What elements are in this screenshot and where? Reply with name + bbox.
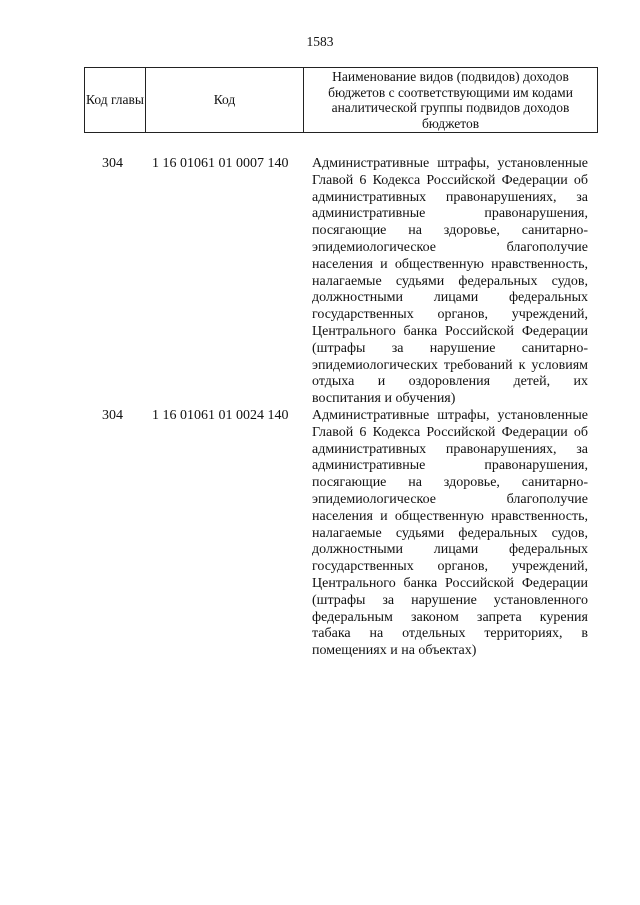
budget-classification-code: 1 16 01061 01 0024 140 [152,408,289,423]
description-line: Главой 6 Кодекса Российской Федерации об [312,424,588,440]
description-line: должностными лицами федеральных [312,290,588,306]
description-line: эпидемиологических требований к условиям [312,357,588,373]
description-line: административные правонарушения, [312,206,588,222]
description-line: налагаемые судьями федеральных судов, [312,525,588,541]
table-header [84,67,598,133]
description-line: табака на отдельных территориях, в [312,626,588,642]
description-line: посягающие на здоровье, санитарно- [312,223,588,239]
chapter-code: 304 [102,156,123,171]
page-number: 1583 [306,34,334,49]
description-line: эпидемиологическое благополучие [312,491,588,507]
description-line: (штрафы за нарушение санитарно- [312,340,588,356]
description-line: воспитания и обучения) [312,391,456,407]
description-line: государственных органов, учреждений, [312,307,588,323]
description-line: эпидемиологическое благополучие [312,239,588,255]
description-line: административных правонарушениях, за [312,189,588,205]
description-line: посягающие на здоровье, санитарно- [312,475,588,491]
header-chapter-code: Код главы [86,92,144,108]
description-line: Центрального банка Российской Федерации [312,323,588,339]
description-line: Административные штрафы, установленные [312,156,588,171]
income-description [312,156,588,408]
description-line: Центрального банка Российской Федерации [312,575,588,591]
description-line: населения и общественную нравственность, [312,256,588,272]
description-line: Административные штрафы, установленные [312,408,588,423]
header-income-name: Наименование видов (подвидов) доходов бюджетов с соответствующими им кодами аналитической группы подвидов доходов бюджетов [303,68,597,132]
description-line: населения и общественную нравственность, [312,508,588,524]
description-line: административные правонарушения, [312,458,588,474]
description-line: налагаемые судьями федеральных судов, [312,273,588,289]
description-line: административных правонарушениях, за [312,441,588,457]
description-line: государственных органов, учреждений, [312,559,588,575]
description-line: федеральным законом запрета курения [312,609,588,625]
description-line: должностными лицами федеральных [312,542,588,558]
chapter-code: 304 [102,408,123,423]
description-line: Главой 6 Кодекса Российской Федерации об [312,172,588,188]
description-line: отдыха и оздоровления детей, их [312,374,588,390]
budget-classification-code: 1 16 01061 01 0007 140 [152,156,289,171]
income-description [312,408,588,660]
description-line: помещениях и на объектах) [312,643,477,659]
header-code: Код [145,68,303,132]
description-line: (штрафы за нарушение установленного [312,592,588,608]
